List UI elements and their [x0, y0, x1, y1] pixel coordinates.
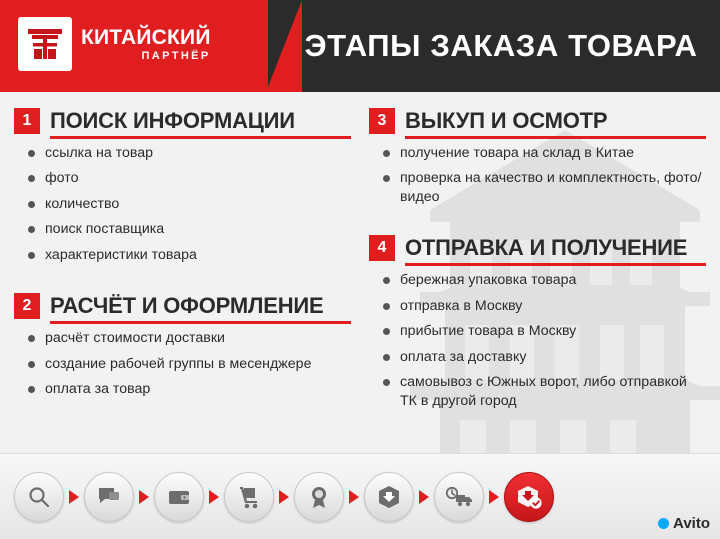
list-item: получение товара на склад в Китае: [383, 144, 706, 162]
list-item: оплата за доставку: [383, 348, 706, 366]
list-item: прибытие товара в Москву: [383, 322, 706, 340]
delivery-truck-icon: [434, 472, 484, 522]
step-4-header: [369, 235, 706, 261]
brand-line-1: КИТАЙСКИЙ: [81, 25, 211, 49]
steps-content: [0, 92, 720, 417]
step-2-header: [14, 293, 351, 319]
avito-label: Avito: [673, 515, 710, 532]
magnifier-icon: [14, 472, 64, 522]
chevron-right-icon: [349, 490, 359, 504]
step-3-title: ВЫКУП И ОСМОТР: [405, 108, 608, 133]
step-block-1: [14, 108, 351, 264]
step-1-title: ПОИСК ИНФОРМАЦИИ: [50, 108, 295, 133]
list-item: поиск поставщика: [28, 220, 351, 238]
chevron-right-icon: [139, 490, 149, 504]
quality-seal-icon: [294, 472, 344, 522]
list-item: характеристики товара: [28, 246, 351, 264]
list-item: расчёт стоимости доставки: [28, 329, 351, 347]
brand-line-2: ПАРТНЁР: [141, 49, 211, 62]
step-4-number: 4: [369, 235, 395, 261]
chevron-right-icon: [489, 490, 499, 504]
checked-parcel-icon: [504, 472, 554, 522]
avito-watermark: [658, 515, 710, 532]
step-3-header: [369, 108, 706, 134]
step-block-4: [369, 235, 706, 410]
step-2-number: 2: [14, 293, 40, 319]
list-item: ссылка на товар: [28, 144, 351, 162]
step-1-number: 1: [14, 108, 40, 134]
list-item: проверка на качество и комплектность, фото/видео: [383, 169, 706, 206]
list-item: количество: [28, 195, 351, 213]
step-2-title: РАСЧЁТ И ОФОРМЛЕНИЕ: [50, 293, 324, 319]
poster-header: [0, 0, 720, 92]
step-4-list: [369, 271, 706, 410]
step-4-title: ОТПРАВКА И ПОЛУЧЕНИЕ: [405, 235, 688, 261]
chinese-gate-logo-icon: [18, 17, 72, 71]
right-column: [369, 108, 706, 417]
step-1-header: [14, 108, 351, 134]
spacer: [369, 213, 706, 235]
step-3-list: [369, 144, 706, 206]
list-item: отправка в Москву: [383, 297, 706, 315]
chevron-right-icon: [69, 490, 79, 504]
chat-icon: [84, 472, 134, 522]
chevron-right-icon: [419, 490, 429, 504]
brand-wordmark: [81, 27, 211, 62]
avito-dot-icon: [658, 518, 669, 529]
step-2-list: [14, 329, 351, 398]
brand-logo: [18, 17, 211, 71]
wallet-icon: [154, 472, 204, 522]
chevron-right-icon: [209, 490, 219, 504]
step-1-list: [14, 144, 351, 264]
hand-truck-icon: [224, 472, 274, 522]
step-block-2: [14, 293, 351, 398]
list-item: создание рабочей группы в месенджере: [28, 355, 351, 373]
step-3-number: 3: [369, 108, 395, 134]
list-item: фото: [28, 169, 351, 187]
package-box-icon: [364, 472, 414, 522]
icon-chain: [14, 472, 706, 522]
list-item: бережная упаковка товара: [383, 271, 706, 289]
process-icon-strip: [0, 453, 720, 539]
step-block-3: [369, 108, 706, 206]
poster-title: ЭТАПЫ ЗАКАЗА ТОВАРА: [304, 28, 698, 63]
chevron-right-icon: [279, 490, 289, 504]
list-item: оплата за товар: [28, 380, 351, 398]
left-column: [14, 108, 351, 417]
spacer: [14, 271, 351, 293]
list-item: самовывоз с Южных ворот, либо отправкой ТК в другой город: [383, 373, 706, 410]
